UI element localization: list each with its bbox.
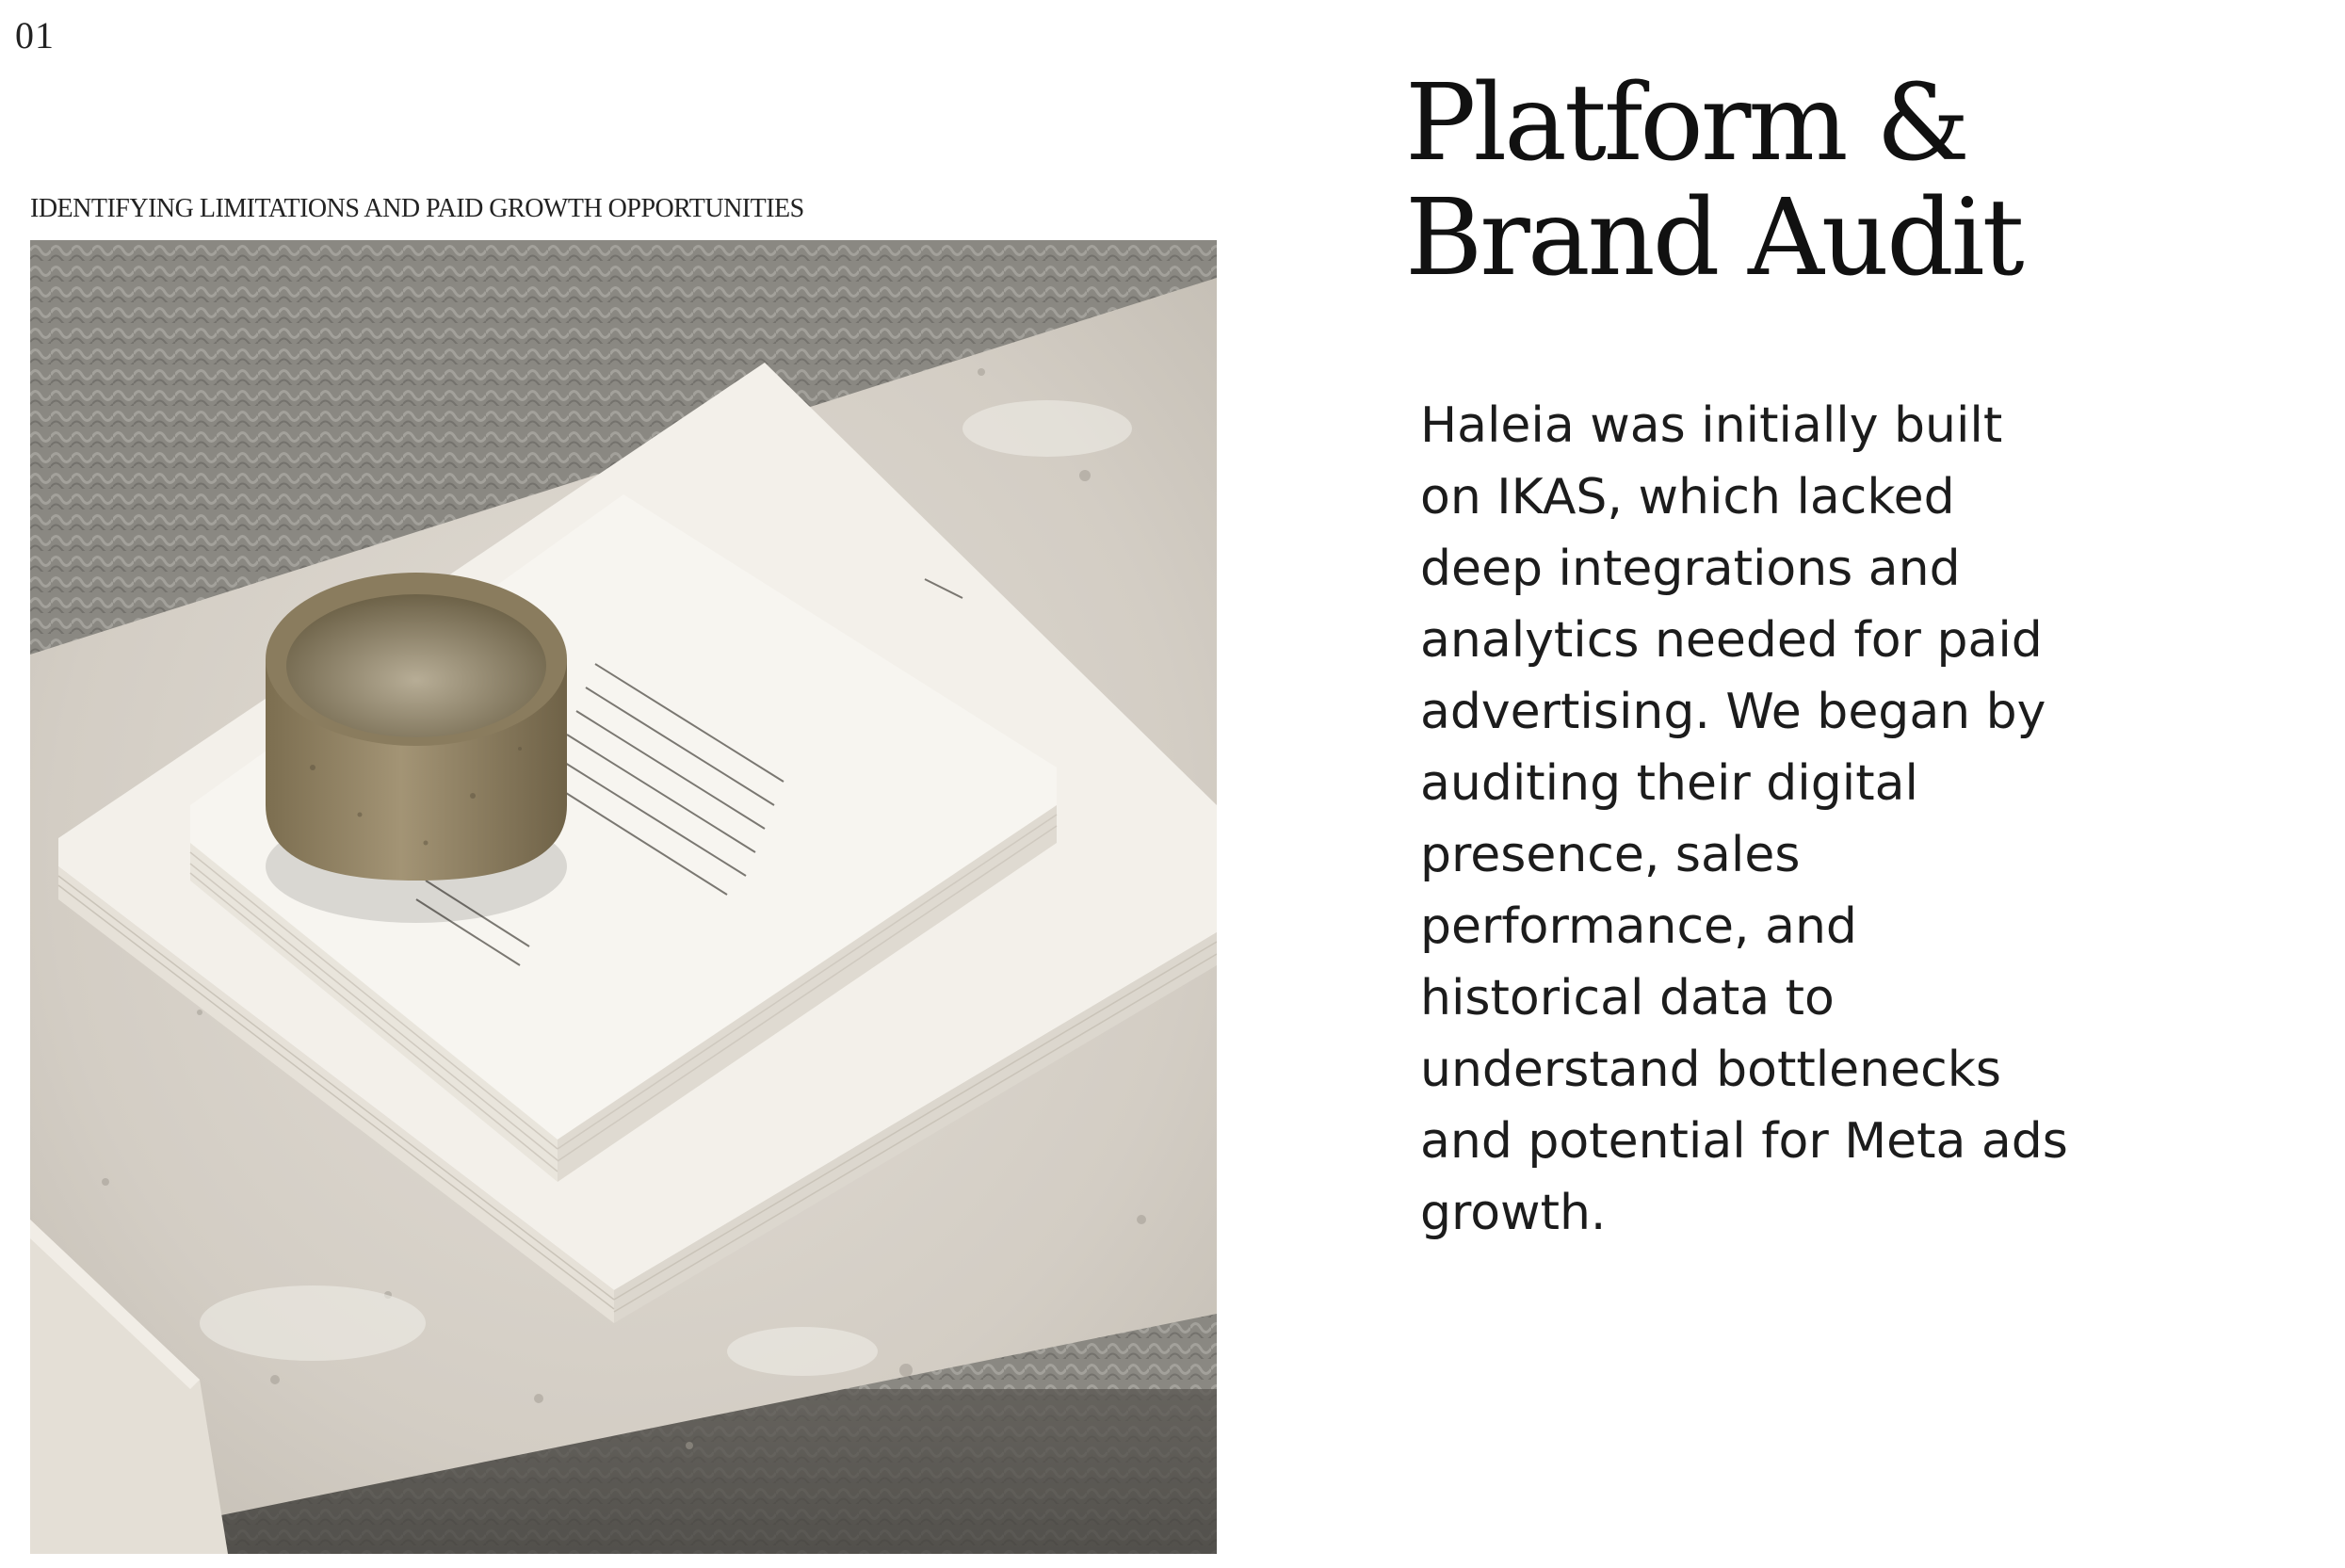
page-title: Platform & Brand Audit xyxy=(1405,62,2022,299)
body-paragraph: Haleia was initially built on IKAS, which lacked deep integrations and analytics needed for paid advertising. We began by auditing their digital presence, sales performance, and historical data to understand bottlenecks and potential for Meta ads growth. xyxy=(1420,397,2068,1241)
hero-photo xyxy=(30,240,1217,1554)
hero-photo-illustration xyxy=(30,240,1217,1554)
page-number: 01 xyxy=(15,14,55,57)
section-eyebrow: IDENTIFYING LIMITATIONS AND PAID GROWTH OPPORTUNITIES xyxy=(30,194,804,223)
